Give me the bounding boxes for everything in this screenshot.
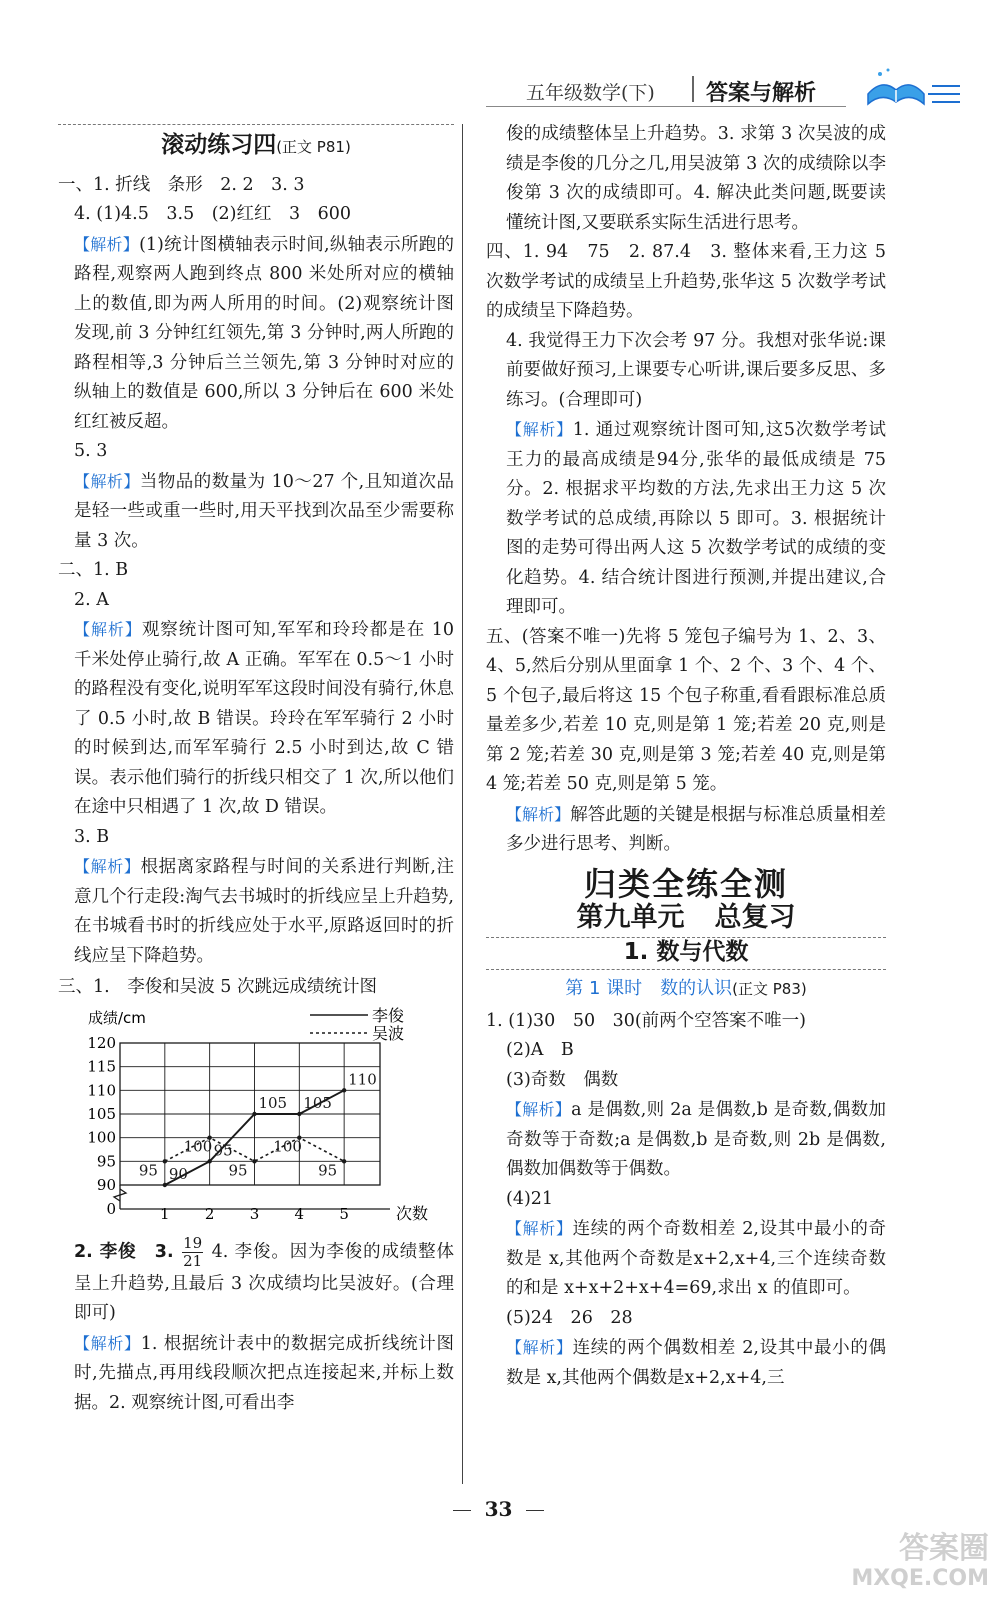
legend-label-1: 李俊 [372, 1005, 405, 1025]
header-subtitle: 五年级数学(下) [526, 82, 655, 104]
answer-line: 4. 我觉得王力下次会考 97 分。我想对张华说:课前要做好预习,上课要专心听讲,课后要多反思、多练习。(合理即可) [506, 330, 886, 410]
analysis-text: 观察统计图可知,军军和玲玲都是在 10 千米处停止骑行,故 A 正确。军军在 0.5～1 小时的路程没有变化,说明军军这段时间没有骑行,休息了 0.5 小时,故 B 错误。玲玲在军军骑行 2 小时的时候到达,而军军骑行 2.5 小时到达,故 C 错误。表示他们骑行的折线只相交了 1 次,所以他们在途中只相遇了 1 次,故 D 错误。 [74, 620, 454, 817]
data-point [342, 1159, 346, 1163]
answer-line: (2)A B [506, 1040, 574, 1060]
topic-title: 1. 数与代数 [486, 937, 886, 971]
y-tick-label: 105 [87, 1104, 116, 1123]
unit-name: 总复习 [714, 902, 796, 933]
x-tick-label: 4 [294, 1204, 305, 1223]
answer-line: 4. (1)4.5 3.5 (2)红红 3 600 [74, 204, 352, 224]
column-divider [462, 124, 463, 1484]
data-point [252, 1159, 256, 1163]
page-header [486, 64, 966, 114]
data-label: 95 [228, 1160, 248, 1179]
answer-line: 2. 李俊 3. [74, 1241, 174, 1262]
y-tick-label: 90 [96, 1175, 116, 1194]
data-point [297, 1111, 301, 1115]
legend-label-2: 吴波 [372, 1023, 405, 1043]
x-tick-label: 3 [249, 1204, 260, 1223]
answer-line: 3. B [74, 826, 110, 847]
analysis-text: 连续的两个偶数相差 2,设其中最小的偶数是 x,其他两个偶数是x+2,x+4,三 [506, 1338, 886, 1388]
x-tick-label: 1 [160, 1204, 170, 1223]
answer-line: 二、1. B [58, 560, 129, 580]
chart-caption: 三、1. 李俊和吴波 5 次跳远成绩统计图 [58, 977, 377, 997]
data-label: 95 [138, 1160, 158, 1179]
lesson-ref: (正文 P83) [732, 980, 807, 998]
analysis-tag: 【解析】 [506, 1100, 572, 1119]
analysis-text: 俊的成绩整体呈上升趋势。3. 求第 3 次吴波的成绩是李俊的几分之几,用吴波第 3 次的成绩除以李俊第 3 次的成绩即可。4. 解决此类问题,既要读懂统计图,又要联系实际生活进行思考。 [506, 124, 886, 233]
analysis-text: 1. 根据统计表中的数据完成折线统计图时,先描点,再用线段顺次把点连接起来,并标上数据。2. 观察统计图,可看出李 [74, 1333, 454, 1413]
chart-legend [310, 1006, 404, 1043]
x-tick-label: 5 [339, 1204, 349, 1223]
analysis-text: 连续的两个奇数相差 2,设其中最小的奇数是 x,其他两个奇数是x+2,x+4,三个连续奇数的和是 x+x+2+x+4=69,求出 x 的值即可。 [506, 1219, 886, 1298]
fraction-numerator: 19 [183, 1233, 203, 1252]
analysis-tag: 【解析】 [506, 1338, 573, 1357]
data-label: 105 [303, 1093, 332, 1112]
analysis-tag: 【解析】 [506, 804, 571, 824]
chart-y-label: 成绩/cm [88, 1008, 146, 1027]
y-tick-label: 100 [87, 1128, 116, 1147]
chapter-title: 归类全练全测 [583, 864, 788, 903]
answer-line: 4. 李俊。因为李俊的成绩整体呈上升趋势,且最后 3 次成绩均比吴波好。(合理即可) [74, 1241, 454, 1323]
y-tick-label: 115 [87, 1057, 116, 1076]
answer-line: 1. (1)30 50 30(前两个空答案不唯一) [486, 1010, 807, 1031]
watermark-line2: MXQE.COM [851, 1566, 989, 1591]
watermark-logo [851, 1531, 989, 1594]
answer-line: 5. 3 [74, 441, 108, 461]
answer-line: 四、1. 94 75 2. 87.4 3. 整体来看,王力这 5 次数学考试的成绩呈上升趋势,张华这 5 次数学考试的成绩呈下降趋势。 [486, 242, 886, 321]
data-point [163, 1182, 167, 1186]
analysis-text: 根据离家路程与时间的关系进行判断,注意几个行走段:淘气去书城时的折线应呈上升趋势,在书城看书时的折线应处于水平,原路返回时的折线应呈下降趋势。 [74, 857, 454, 966]
y-tick-label: 110 [87, 1080, 116, 1099]
analysis-text: 1. 通过观察统计图可知,这5次数学考试王力的最高成绩是94分,张华的最低成绩是 75 分。2. 根据求平均数的方法,先求出王力这 5 次数学考试的总成绩,再除以 5 即可。3. 根据统计图的走势可得出两人这 5 次数学考试的成绩的变化趋势。4. 结合统计图进行预测,并提出建议,合理即可。 [506, 420, 886, 617]
y-tick-label: 120 [87, 1033, 116, 1052]
left-column [58, 120, 454, 1418]
fraction-denominator: 21 [183, 1251, 203, 1270]
header-title: 答案与解析 [706, 81, 817, 106]
analysis-tag: 【解析】 [74, 471, 140, 491]
answer-line: (3)奇数 偶数 [506, 1069, 619, 1090]
chart-grid [114, 1043, 390, 1209]
analysis-text: 当物品的数量为 10～27 个,且知道次品是轻一些或重一些时,用天平找到次品至少需要称量 3 次。 [74, 471, 454, 551]
lesson-name: 第 1 课时 数的认识 [565, 978, 733, 999]
data-label: 90 [168, 1164, 188, 1183]
right-column [486, 120, 886, 1393]
header-rule [486, 106, 846, 107]
answer-line: 一、1. 折线 条形 2. 2 3. 3 [58, 174, 305, 195]
analysis-tag: 【解析】 [74, 857, 141, 876]
x-tick-label: 2 [204, 1204, 215, 1223]
answer-line: 五、(答案不唯一)先将 5 笼包子编号为 1、2、3、4、5,然后分别从里面拿 1 个、2 个、3 个、4 个、5 个包子,最后将这 15 个包子称重,看看跟标准总质量差多少,若差 10 克,则是第 1 笼;若差 20 克,则是第 2 笼;若差 30 克,则是第 3 笼;若差 40 克,则是第 4 笼;若差 50 克,则是第 5 笼。 [486, 626, 886, 794]
analysis-tag: 【解析】 [74, 1333, 141, 1353]
answer-line: (5)24 26 28 [506, 1307, 633, 1328]
data-label: 100 [183, 1137, 213, 1156]
analysis-tag: 【解析】 [506, 420, 573, 439]
line-chart [58, 1003, 454, 1229]
book-logo-icon [854, 64, 964, 112]
section-ref: (正文 P81) [276, 138, 351, 156]
unit-number: 第九单元 [576, 902, 685, 933]
watermark-line1: 答案圈 [899, 1531, 989, 1566]
page-number-text: 33 [484, 1497, 513, 1521]
data-label: 95 [318, 1160, 338, 1179]
data-label: 105 [258, 1093, 288, 1112]
chart-ticks [87, 1034, 349, 1223]
section-title-text: 滚动练习四 [161, 132, 277, 158]
answer-line: (4)21 [506, 1188, 554, 1209]
y-tick-label: 95 [96, 1151, 116, 1170]
analysis-text: 解答此题的关键是根据与标准总质量相差多少进行思考、判断。 [506, 804, 886, 854]
chart-x-label: 次数 [396, 1203, 429, 1223]
data-point [342, 1088, 346, 1092]
header-separator [692, 76, 694, 102]
data-label: 110 [348, 1069, 377, 1088]
data-label: 95 [213, 1140, 233, 1159]
analysis-text: (1)统计图横轴表示时间,纵轴表示所跑的路程,观察两人跑到终点 800 米处所对应的横轴上的数值,即为两人所用的时间。(2)观察统计图发现,前 3 分钟红红领先,第 3 分钟时,两人所跑的路程相等,3 分钟后兰兰领先,第 3 分钟时对应的纵轴上的数值是 600,所以 3 分钟后在 600 米处红红被反超。 [74, 234, 454, 432]
data-point [252, 1111, 256, 1115]
data-label: 100 [273, 1137, 302, 1156]
data-point [207, 1159, 211, 1163]
analysis-text: a 是偶数,则 2a 是偶数,b 是奇数,偶数加奇数等于奇数;a 是偶数,b 是奇数,则 2b 是偶数,偶数加偶数等于偶数。 [506, 1100, 886, 1179]
data-point [163, 1159, 167, 1163]
lesson-title [486, 974, 886, 1005]
chart-data-labels [139, 1070, 377, 1183]
unit-title [486, 903, 886, 933]
fraction [182, 1235, 203, 1270]
page-number [0, 1497, 997, 1521]
y-tick-label: 0 [106, 1199, 116, 1218]
answer-line: 2. A [74, 589, 109, 610]
analysis-tag: 【解析】 [506, 1219, 573, 1238]
section-title [58, 124, 454, 167]
analysis-tag: 【解析】 [74, 620, 142, 639]
analysis-tag: 【解析】 [74, 234, 140, 254]
